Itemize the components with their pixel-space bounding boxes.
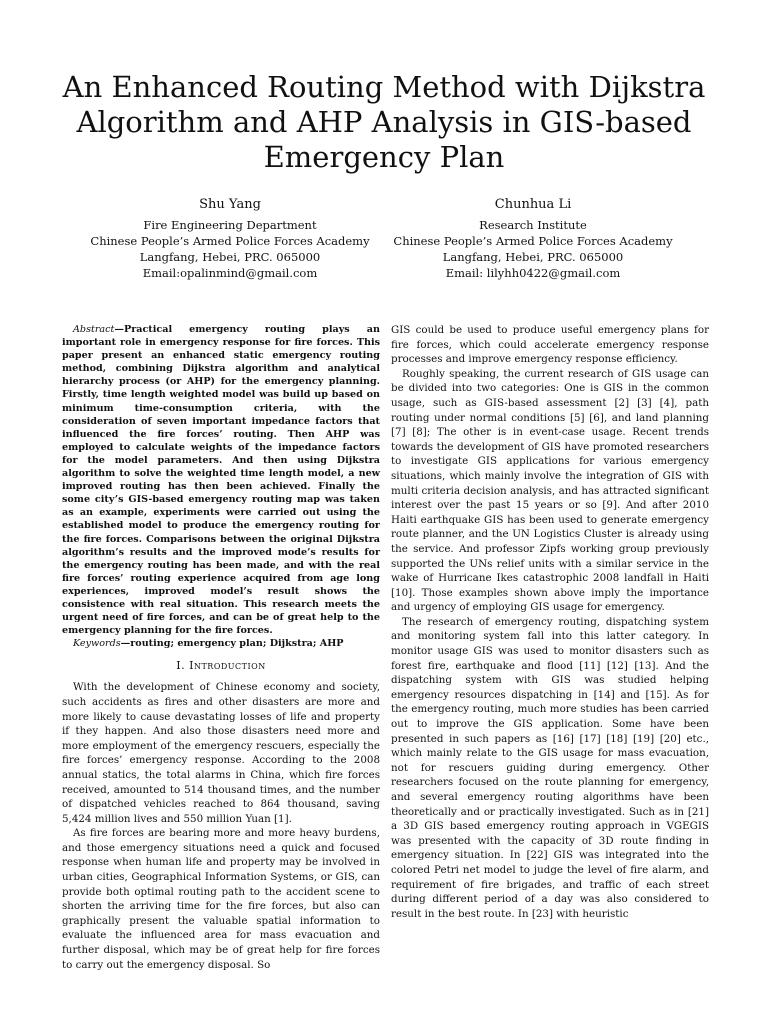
abstract-text: —Practical emergency routing plays an important role in emergency response for fire forces. This paper present an enhanced static emergency routing method, combining Dijkstra algorithm and analytical hierarchy process (or AHP) for the emergency planning. Firstly, time length weighted model was build up based on minimum time-consumption criteria, with the consideration of seven important impedance factors that influenced the fire forces’ routing. Then AHP was employed to calculate weights of the impedance factors for the model parameters. And then using Dijkstra algorithm to solve the weighted time length model, a new improved routing has then been achieved. Finally the some city’s GIS-based emergency routing map was taken as an example, experiments were carried out using the established model to produce the emergency routing for the fire forces. Comparisons between the original Dijkstra algorithm’s results and the improved mode’s results for the emergency routing has been made, and with the real fire forces’ routing experience acquired from age long experiences, improved model’s result shows the consistence with real situation. This research meets the urgent need of fire forces, and can be of great help to the emergency planning for the fire forces. — [62, 324, 380, 637]
abstract — [62, 323, 380, 637]
body-paragraph: With the development of Chinese economy and society, such accidents as fires and other disasters are more and more likely to cause devastating losses of life and property if they happen. And also those disasters need more and more employment of the emergency rescuers, especially the fire forces’ emergency response. According to the 2008 annual statics, the total alarms in China, which fire forces received, amounted to 514 thousand times, and the number of dispatched vehicles reached to 864 thousand, saving 5,424 million lives and 550 million Yuan [1]. — [62, 681, 380, 825]
author-address: Langfang, Hebei, PRC. 065000 — [442, 250, 624, 264]
author-email: Email: lilyhh0422@gmail.com — [445, 266, 621, 280]
author-name: Chunhua Li — [494, 197, 572, 212]
keywords-text: —routing; emergency plan; Dijkstra; AHP — [120, 638, 344, 650]
author-department: Fire Engineering Department — [143, 218, 317, 232]
author-block-1 — [70, 195, 390, 281]
body-paragraph: As fire forces are bearing more and more heavy burdens, and those emergency situations need a quick and focused response when human life and property may be involved in urban cities, Geographical Information Systems, or GIS, can provide both optimal routing path to the accident scene to shorten the arriving time for the fire forces, but also can graphically present the valuable spatial information to evaluate the influenced area for mass evacuation and further disposal, which may be of great help for fire forces to carry out the emergency disposal. So — [62, 827, 380, 971]
body-paragraph: GIS could be used to produce useful emergency plans for fire forces, which could accelerate emergency response processes and improve emergency response efficiency. — [391, 324, 709, 366]
author-institution: Chinese People’s Armed Police Forces Academy — [393, 234, 673, 248]
author-name: Shu Yang — [199, 197, 261, 212]
body-paragraph: The research of emergency routing, dispatching system and monitoring system fall into this latter category. In monitor usage GIS was used to monitor disasters such as forest fire, earthquake and flood [11] [12] [13]. And the dispatching system with GIS was studied helping emergency resources dispatching in [14] and [15]. As for the emergency routing, much more studies has been carried out to improve the GIS application. Some have been presented in such papers as [16] [17] [18] [19] [20] etc., which mainly relate to the GIS usage for mass evacuation, not for rescuers guiding during emergency. Other researchers focused on the route planning for emergency, and several emergency routing algorithms have been theoretically and or practically investigated. Such as in [21] a 3D GIS based emergency routing approach in VGEGIS was presented with the capacity of 3D route finding in emergency situation. In [22] GIS was integrated into the colored Petri net model to judge the level of fire alarm, and requirement of fire brigades, and traffic of each street during different period of a day was also considered to result in the best route. In [23] with heuristic — [391, 615, 709, 920]
author-department: Research Institute — [479, 218, 587, 232]
keywords-label: Keywords — [73, 638, 121, 650]
keywords — [62, 637, 380, 650]
author-institution: Chinese People’s Armed Police Forces Academy — [90, 234, 370, 248]
paper-title: An Enhanced Routing Method with Dijkstra Algorithm and AHP Analysis in GIS-based Emergency Plan — [62, 70, 706, 174]
author-email: Email:opalinmind@gmail.com — [142, 266, 318, 280]
abstract-label: Abstract — [73, 324, 115, 335]
right-column — [391, 323, 709, 921]
author-address: Langfang, Hebei, PRC. 065000 — [139, 250, 321, 264]
body-paragraph: Roughly speaking, the current research of GIS usage can be divided into two categories: One is GIS in the common usage, such as GIS-based assessment [2] [3] [4], path routing under normal conditions [5] [6], and land planning [7] [8]; The other is in event-case usage. Recent trends towards the development of GIS have promoted researchers to investigate GIS applications for various emergency situations, which mainly involve the integration of GIS with multi criteria decision analysis, and has attracted significant interest over the past 15 years or so [9]. And after 2010 Haiti earthquake GIS has been used to generate emergency route planner, and the UN Logistics Cluster is already using the service. And professor Zipfs working group previously supported the UNs relief units with a similar service in the wake of Hurricane Ikes catastrophic 2008 landfall in Haiti [10]. Those examples shown above imply the importance and urgency of employing GIS usage for emergency. — [391, 367, 709, 614]
left-column — [62, 323, 380, 972]
section-heading-introduction: I. Introduction — [176, 659, 266, 673]
author-block-2 — [373, 195, 693, 281]
